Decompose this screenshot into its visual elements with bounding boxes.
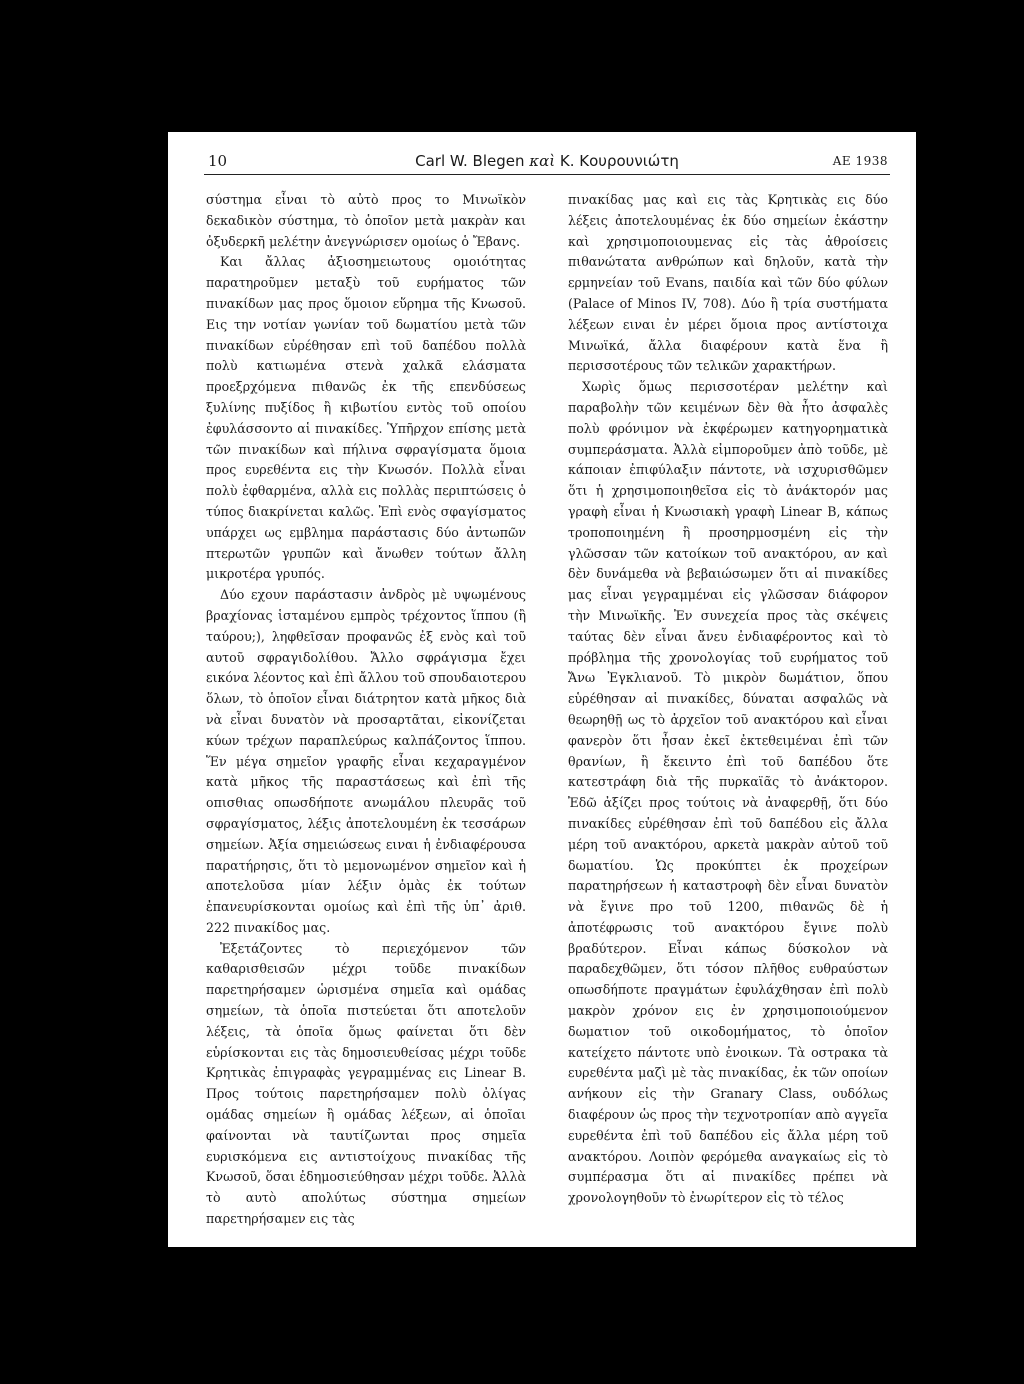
running-header <box>204 150 890 175</box>
page-number: 10 <box>208 152 228 170</box>
left-column <box>206 190 526 1230</box>
journal-reference: ΑΕ 1938 <box>832 154 888 168</box>
journal-page <box>168 132 916 1247</box>
authors-conjunction: καὶ <box>529 152 556 170</box>
paragraph: Ἐξετάζοντες τὸ περιεχόμενον τῶν καθαρισθεισῶν μέχρι τοῦδε πινακίδων παρετηρήσαμεν ὡρισμένα σημεῖα καὶ ομάδας σημείων, τὰ ὁποῖα πιστεύεται ὅτι αποτελοῦν λέξεις, τὰ ὁποῖα ὅμως φαίνεται ὅτι δὲν εὑρίσκονται εις τὰς δημοσιευθείσας μέχρι τοῦδε Κρητικὰς ἐπιγραφὰς γεγραμμένας εις Linear B. Προς τούτοις παρετηρήσαμεν πολὺ ὀλίγας ομάδας σημείων ἢ ομάδας λέξεων, αἱ ὁποῖαι φαίνονται νὰ ταυτίζωνται προς σημεῖα ευρισκόμενα εις αντιστοίχους πινακίδας τῆς Κνωσοῦ, ὅσαι ἐδημοσιεύθησαν μέχρι τοῦδε. Ἀλλὰ τὸ αυτὸ απολύτως σύστημα σημείων παρετηρήσαμεν εις τὰς <box>206 940 526 1227</box>
paragraph: σύστημα εἶναι τὸ αὐτὸ προς το Μινωϊκὸν δεκαδικὸν σύστημα, τὸ ὁποῖον μετὰ μακρὰν και ὀξυδερκῆ μελέτην ἀνεγνώρισεν ομοίως ὁ Ἔβανς. <box>206 192 526 249</box>
authors <box>204 152 890 170</box>
author-kourouniotis: K. Κουρουνιώτη <box>559 152 679 170</box>
paragraph: Και ἄλλας ἀξιοσημειωτους ομοιότητας παρατηροῦμεν μεταξὺ τοῦ ευρήματος τῶν πινακίδων μας προς ὅμοιον εὕρημα τῆς Κνωσοῦ. Εις την νοτίαν γωνίαν τοῦ δωματίου μετὰ τῶν πινακίδων εὑρέθησαν επὶ τοῦ δαπέδου πολλὰ πολὺ κατιωμένα στενὰ χαλκᾶ ελάσματα προεξρχόμενα πιθανῶς ἐκ τῆς επενδύσεως ξυλίνης πυξίδος ἢ κιβωτίου εντὸς τοῦ οποίου ἐφυλάσσοντο αἱ πινακίδες. Ὑπῆρχον επίσης μετὰ τῶν πινακίδων καὶ πήλινα σφραγίσματα ὅμοια προς ευρεθέντα εις τὴν Κνωσόν. Πολλὰ εἶναι πολὺ ἐφθαρμένα, αλλὰ εις πολλὰς περιπτώσεις ὁ τύπος διακρίνεται καλῶς. Ἐπὶ ενὸς σφαγίσματος υπάρχει ως εμβλημα παράστασις δύο ἀντωπῶν πτερωτῶν γρυπῶν καὶ ἄνωθεν τούτων ἄλλη μικροτέρα γρυπός. <box>206 254 526 582</box>
paragraph: Χωρὶς ὅμως περισσοτέραν μελέτην καὶ παραβολὴν τῶν κειμένων δὲν θὰ ἦτο ἀσφαλὲς πολὺ φρόνιμον νὰ ἐκφέρωμεν κατηγορηματικὰ συμπεράσματα. Ἀλλὰ εἰμποροῦμεν ἀπὸ τοῦδε, μὲ κάποιαν ἐπιφύλαξιν πάντοτε, νὰ ισχυρισθῶμεν ὅτι ἡ χρησιμοποιηθεῖσα εἰς τὸ ἀνάκτορόν μας γραφὴ εἶναι ἡ Κνωσιακὴ γραφὴ Linear B, κάπως τροποποιημένη ἢ προσηρμοσμένη εἰς τὴν γλῶσσαν τῶν κατοίκων τοῦ ανακτόρου, αν καὶ δὲν δυνάμεθα νὰ βεβαιώσωμεν ὅτι αἱ πινακίδες μας εἶναι γεγραμμέναι εἰς γλῶσσαν διάφορον τὴν Μινωϊκῆς. Ἐν συνεχεία προς τὰς σκέψεις ταύτας δὲν εἶναι ἄνευ ἐνδιαφέροντος καὶ τὸ πρόβλημα τῆς χρονολογίας τοῦ ευρήματος τοῦ Ἄνω Ἐγκλιανοῦ. Τὸ μικρὸν δωμάτιον, ὅπου εὑρέθησαν αἱ πινακίδες, δύναται ασφαλῶς νὰ θεωρηθῇ ως τὸ ἀρχεῖον τοῦ ανακτόρου καὶ εἶναι φανερὸν ὅτι ἦσαν ἐκεῖ ἐκτεθειμέναι ἐπὶ τῶν θρανίων, ἢ ἔκειντο ἐπὶ τοῦ δαπέδου ὅτε κατεστράφη διὰ τῆς πυρκαϊᾶς τὸ ἀνάκτορον. Ἐδῶ ἀξίζει προς τούτοις νὰ ἀναφερθῇ, ὅτι δύο πινακίδες εὑρέθησαν ἐπὶ τοῦ δαπέδου εἰς ἄλλα μέρη τοῦ ανακτόρου, αρκετὰ μακρὰν αὐτοῦ τοῦ δωματίου. Ὡς προκύπτει ἐκ προχείρων παρατηρήσεων ἡ καταστροφὴ δὲν εἶναι δυνατὸν νὰ ἔγινε προ τοῦ 1200, πιθανῶς δὲ ἡ ἀποτέφρωσις τοῦ ανακτόρου ἔγινε πολὺ βραδύτερον. Εἶναι κάπως δύσκολον νὰ παραδεχθῶμεν, ὅτι τόσον πλῆθος ευθραύστων οπωσδήποτε πραγμάτων ἐφυλάχθησαν ἐπὶ πολὺ μακρὸν χρόνον εις ἐν χρησιμοποιούμενον δωματιον τοῦ οικοδομήματος, τὸ ὁποῖον κατείχετο πάντοτε υπὸ ἐνοικων. Τὰ οστρακα τὰ ευρεθέντα μαζὶ μὲ τὰς πινακίδας, ἐκ τῶν οποίων ανήκουν εἰς τὴν Granary Class, ουδόλως διαφέρουν ὡς προς τὴν τεχνοτροπίαν απὸ αγγεῖα ευρεθέντα ἐπὶ τοῦ δαπέδου εἰς ἄλλα μέρη τοῦ ανακτόρου. Λοιπὸν φερόμεθα αναγκαίως εἰς τὸ συμπέρασμα ὅτι αἱ πινακίδες πρέπει νὰ χρονολογηθοῦν τὸ ἐνωρίτερον εἰς τὸ τέλος <box>568 379 888 1206</box>
paragraph: πινακίδας μας καὶ εις τὰς Κρητικὰς εις δύο λέξεις ἀποτελουμένας ἐκ δύο σημείων ἑκάστην καὶ χρησιμοποιουμενας εἰς τὰς ἀθροίσεις πιθανώτατα ανθρώπων καὶ δηλοῦν, κατὰ τὴν ερμηνείαν τοῦ Evans, παιδία καὶ τῶν δύο φύλων (Palace of Minos IV, 708). Δύο ἢ τρία συστήματα λέξεων ειναι ἐν μέρει ὅμοια προς αντίστοιχα Μινωϊκά, ἄλλα διαφέρουν κατὰ ἕνα ἢ περισσοτέρους τῶν τελικῶν χαρακτήρων. <box>568 192 888 374</box>
author-blegen: Carl W. Blegen <box>415 152 525 170</box>
paragraph: Δύο εχουν παράστασιν ἀνδρὸς μὲ υψωμένους βραχίονας ἱσταμένου εμπρὸς τρέχοντος ἵππου (ἢ ταύρου;), ληφθεῖσαν προφανῶς ἐξ ενὸς καὶ τοῦ αυτοῦ σφραγιδολίθου. Ἄλλο σφράγισμα ἔχει εικόνα λέοντος καὶ ἐπὶ ἄλλου τοῦ σπουδαιοτερου ὅλων, τὸ ὁποῖον εἶναι διάτρητον κατὰ μῆκος διὰ νὰ εἶναι δυνατὸν νὰ προσαρτᾶται, εἰκονίζεται κύων τρέχων παραπλεύρως καλπάζοντος ἵππου. Ἕν μέγα σημεῖον γραφῆς εἶναι κεχαραγμένον κατὰ μῆκος τῆς παραστάσεως καὶ ἐπὶ τῆς οπισθιας οπωσδήποτε ανωμάλου πλευρᾶς τοῦ σφραγίσματος, λέξις ἀποτελουμένη ἐκ τεσσάρων σημείων. Ἀξία σημειώσεως ειναι ἡ ἐνδιαφέρουσα παρατήρησις, ὅτι τὸ μεμονωμένον σημεῖον καὶ ἡ αποτελοῦσα μίαν λέξιν ὁμὰς ἐκ τούτων ἐπανευρίσκονται ομοίως καὶ ἐπὶ τῆς ὑπ᾽ ἀριθ. 222 πινακίδος μας. <box>206 587 526 935</box>
right-column <box>568 190 888 1209</box>
